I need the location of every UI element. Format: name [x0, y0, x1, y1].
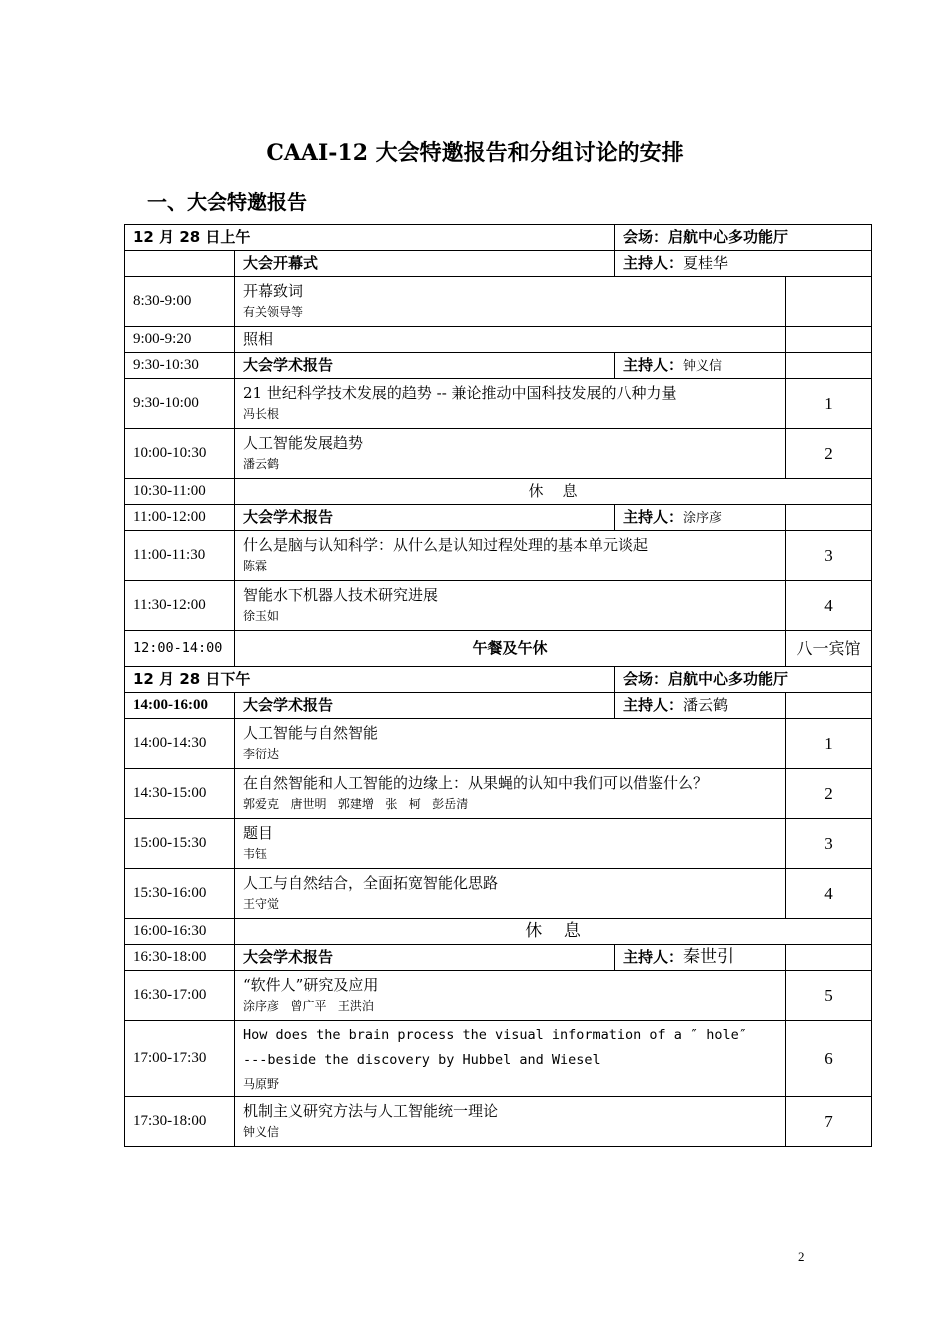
talk-time: 17:30-18:00 — [125, 1097, 235, 1147]
block-host: 主持人：夏桂华 — [615, 251, 872, 277]
talk-number: 1 — [786, 719, 872, 769]
talk-row — [125, 277, 872, 327]
talk-number: 1 — [786, 379, 872, 429]
session-venue: 会场：启航中心多功能厅 — [615, 667, 872, 693]
talk-number: 2 — [786, 429, 872, 479]
talk-row — [125, 327, 872, 353]
block-time: 14:00-16:00 — [125, 693, 235, 719]
talk-content: How does the brain process the visual information of a ″ hole″ ---beside the discovery by Hubbel and Wiesel 马原野 — [235, 1021, 786, 1097]
talk-number: 2 — [786, 769, 872, 819]
block-title: 大会开幕式 — [235, 251, 615, 277]
talk-row — [125, 429, 872, 479]
empty-cell — [786, 505, 872, 531]
talk-content: 智能水下机器人技术研究进展 徐玉如 — [235, 581, 786, 631]
block-host: 主持人：钟义信 — [615, 353, 786, 379]
talk-content: 什么是脑与认知科学：从什么是认知过程处理的基本单元谈起 陈霖 — [235, 531, 786, 581]
talk-row — [125, 769, 872, 819]
talk-row — [125, 971, 872, 1021]
break-label: 休 息 — [235, 479, 872, 505]
session-date: 12 月 28 日下午 — [125, 667, 615, 693]
talk-number: 6 — [786, 1021, 872, 1097]
talk-number: 4 — [786, 581, 872, 631]
talk-time: 15:30-16:00 — [125, 869, 235, 919]
talk-time: 14:30-15:00 — [125, 769, 235, 819]
talk-content: 人工智能与自然智能 李衍达 — [235, 719, 786, 769]
page-number: 2 — [798, 1249, 805, 1264]
section-heading: 一、大会特邀报告 — [147, 190, 307, 214]
talk-time: 9:00-9:20 — [125, 327, 235, 353]
talk-row — [125, 819, 872, 869]
empty-cell — [786, 693, 872, 719]
talk-content: 人工与自然结合，全面拓宽智能化思路 王守觉 — [235, 869, 786, 919]
talk-time: 11:00-11:30 — [125, 531, 235, 581]
session-header-row — [125, 225, 872, 251]
session-header-row — [125, 667, 872, 693]
empty-cell — [786, 353, 872, 379]
break-time: 16:00-16:30 — [125, 919, 235, 945]
block-title: 大会学术报告 — [235, 505, 615, 531]
block-header-row — [125, 251, 872, 277]
block-title: 大会学术报告 — [235, 353, 615, 379]
talk-content: 21 世纪科学技术发展的趋势 -- 兼论推动中国科技发展的八种力量 冯长根 — [235, 379, 786, 429]
break-row — [125, 919, 872, 945]
talk-time: 17:00-17:30 — [125, 1021, 235, 1097]
block-host: 主持人：秦世引 — [615, 945, 786, 971]
talk-number — [786, 277, 872, 327]
break-row — [125, 479, 872, 505]
talk-row — [125, 1021, 872, 1097]
talk-content: 开幕致词 有关领导等 — [235, 277, 786, 327]
block-host: 主持人：涂序彦 — [615, 505, 786, 531]
block-header-row — [125, 945, 872, 971]
talk-time: 10:00-10:30 — [125, 429, 235, 479]
talk-number: 7 — [786, 1097, 872, 1147]
talk-time: 8:30-9:00 — [125, 277, 235, 327]
block-title: 大会学术报告 — [235, 693, 615, 719]
talk-time: 15:00-15:30 — [125, 819, 235, 869]
lunch-row — [125, 631, 872, 667]
talk-content: 人工智能发展趋势 潘云鹤 — [235, 429, 786, 479]
talk-time: 11:30-12:00 — [125, 581, 235, 631]
talk-time: 9:30-10:00 — [125, 379, 235, 429]
schedule-table — [124, 224, 872, 1147]
talk-number: 4 — [786, 869, 872, 919]
session-date: 12 月 28 日上午 — [125, 225, 615, 251]
break-time: 10:30-11:00 — [125, 479, 235, 505]
lunch-place: 八一宾馆 — [786, 631, 872, 667]
talk-row — [125, 379, 872, 429]
talk-content: 题目 韦钰 — [235, 819, 786, 869]
document-title: CAAI-12 大会特邀报告和分组讨论的安排 — [266, 140, 684, 166]
block-time: 9:30-10:30 — [125, 353, 235, 379]
talk-row — [125, 1097, 872, 1147]
block-time: 16:30-18:00 — [125, 945, 235, 971]
talk-number: 3 — [786, 819, 872, 869]
block-title: 大会学术报告 — [235, 945, 615, 971]
block-time: 11:00-12:00 — [125, 505, 235, 531]
talk-row — [125, 531, 872, 581]
block-header-row — [125, 353, 872, 379]
block-header-row — [125, 505, 872, 531]
talk-content: “软件人”研究及应用 涂序彦 曾广平 王洪泊 — [235, 971, 786, 1021]
talk-content: 照相 — [235, 327, 786, 353]
session-venue: 会场：启航中心多功能厅 — [615, 225, 872, 251]
talk-row — [125, 581, 872, 631]
talk-row — [125, 869, 872, 919]
talk-number: 3 — [786, 531, 872, 581]
talk-number — [786, 327, 872, 353]
talk-content: 在自然智能和人工智能的边缘上：从果蝇的认知中我们可以借鉴什么？ 郭爱克 唐世明 郭建增 张 柯 彭岳清 — [235, 769, 786, 819]
lunch-label: 午餐及午休 — [235, 631, 786, 667]
talk-number: 5 — [786, 971, 872, 1021]
talk-time: 14:00-14:30 — [125, 719, 235, 769]
empty-cell — [125, 251, 235, 277]
block-host: 主持人：潘云鹤 — [615, 693, 786, 719]
talk-content: 机制主义研究方法与人工智能统一理论 钟义信 — [235, 1097, 786, 1147]
lunch-time: 12:00-14:00 — [125, 631, 235, 667]
talk-row — [125, 719, 872, 769]
break-label: 休 息 — [235, 919, 872, 945]
empty-cell — [786, 945, 872, 971]
talk-time: 16:30-17:00 — [125, 971, 235, 1021]
block-header-row — [125, 693, 872, 719]
